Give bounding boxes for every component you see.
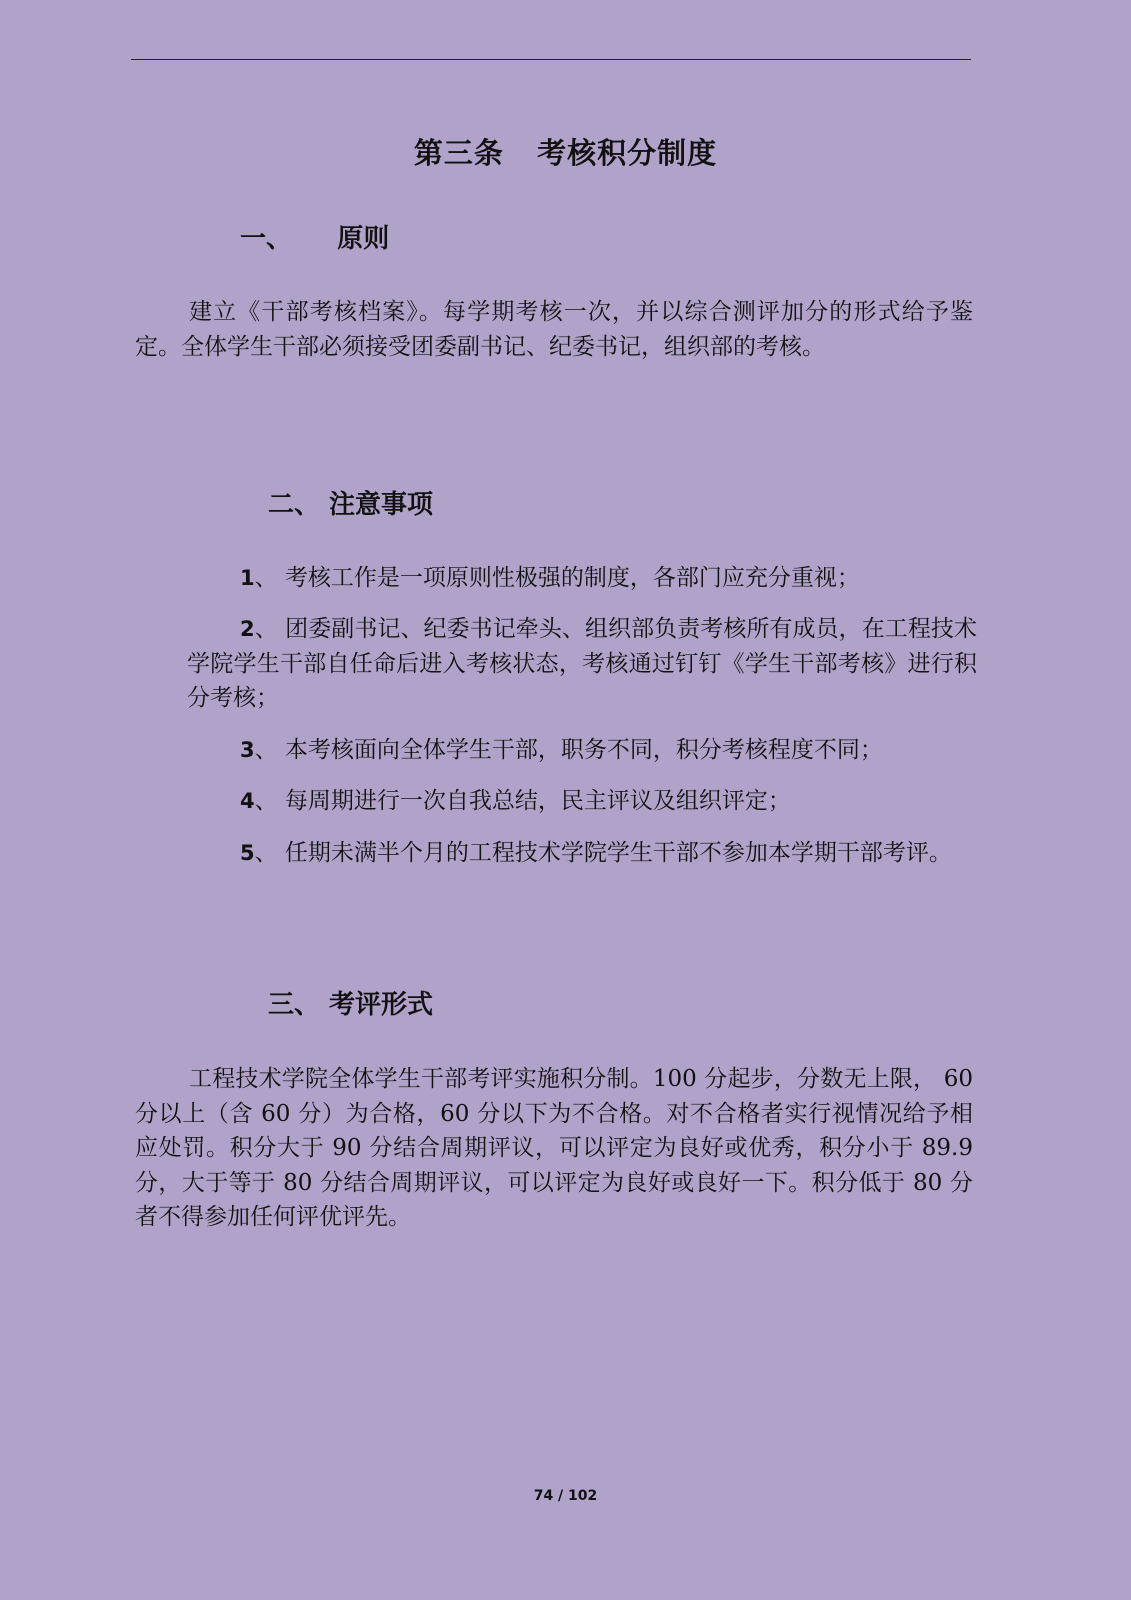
list-item-text: 、 每周期进行一次自我总结，民主评议及组织评定； (254, 788, 791, 814)
article-title: 第三条 考核积分制度 (413, 136, 718, 170)
list-item-number: 3 (240, 738, 255, 762)
section-heading-notes: 二、 注意事项 (268, 490, 434, 520)
list-item-text: 、 任期未满半个月的工程技术学院学生干部不参加本学期干部考评。 (254, 840, 952, 866)
list-item-number: 1 (240, 566, 255, 590)
list-item-text: 、 团委副书记、纪委书记牵头、组织部负责考核所有成员，在工程技术学院学生干部自任命后进入考核状态，考核通过钉钉《学生干部考核》进行积分考核； (187, 616, 977, 711)
principles-paragraph: 建立《干部考核档案》。每学期考核一次，并以综合测评加分的形式给予鉴定。全体学生干部必须接受团委副书记、纪委书记，组织部的考核。 (135, 299, 973, 360)
list-item-text: 、 考核工作是一项原则性极强的制度，各部门应充分重视； (254, 565, 860, 591)
header-rule (131, 59, 971, 60)
list-item (187, 733, 977, 768)
list-item (187, 836, 977, 871)
list-item (187, 561, 977, 596)
list-item (187, 784, 977, 819)
list-item-number: 2 (240, 617, 255, 641)
list-item-text: 、 本考核面向全体学生干部，职务不同，积分考核程度不同； (254, 737, 883, 763)
evaluation-paragraph: 工程技术学院全体学生干部考评实施积分制。100 分起步，分数无上限， 60 分以上（含 60 分）为合格，60 分以下为不合格。对不合格者实行视情况给予相应处罚。积分大于 90 分结合周期评议，可以评定为良好或优秀，积分小于 89.9 分，大于等于 80 分结合周期评议，可以评定为良好或良好一下。积分低于 80 分者不得参加任何评优评先。 (135, 1066, 973, 1230)
section-heading-principles: 一、 原则 (240, 224, 390, 254)
page-number: 74 / 102 (533, 1488, 598, 1504)
list-item-number: 4 (240, 789, 255, 813)
section-heading-evaluation-form: 三、 考评形式 (268, 990, 434, 1020)
list-item-number: 5 (240, 841, 255, 865)
list-item (187, 612, 977, 716)
